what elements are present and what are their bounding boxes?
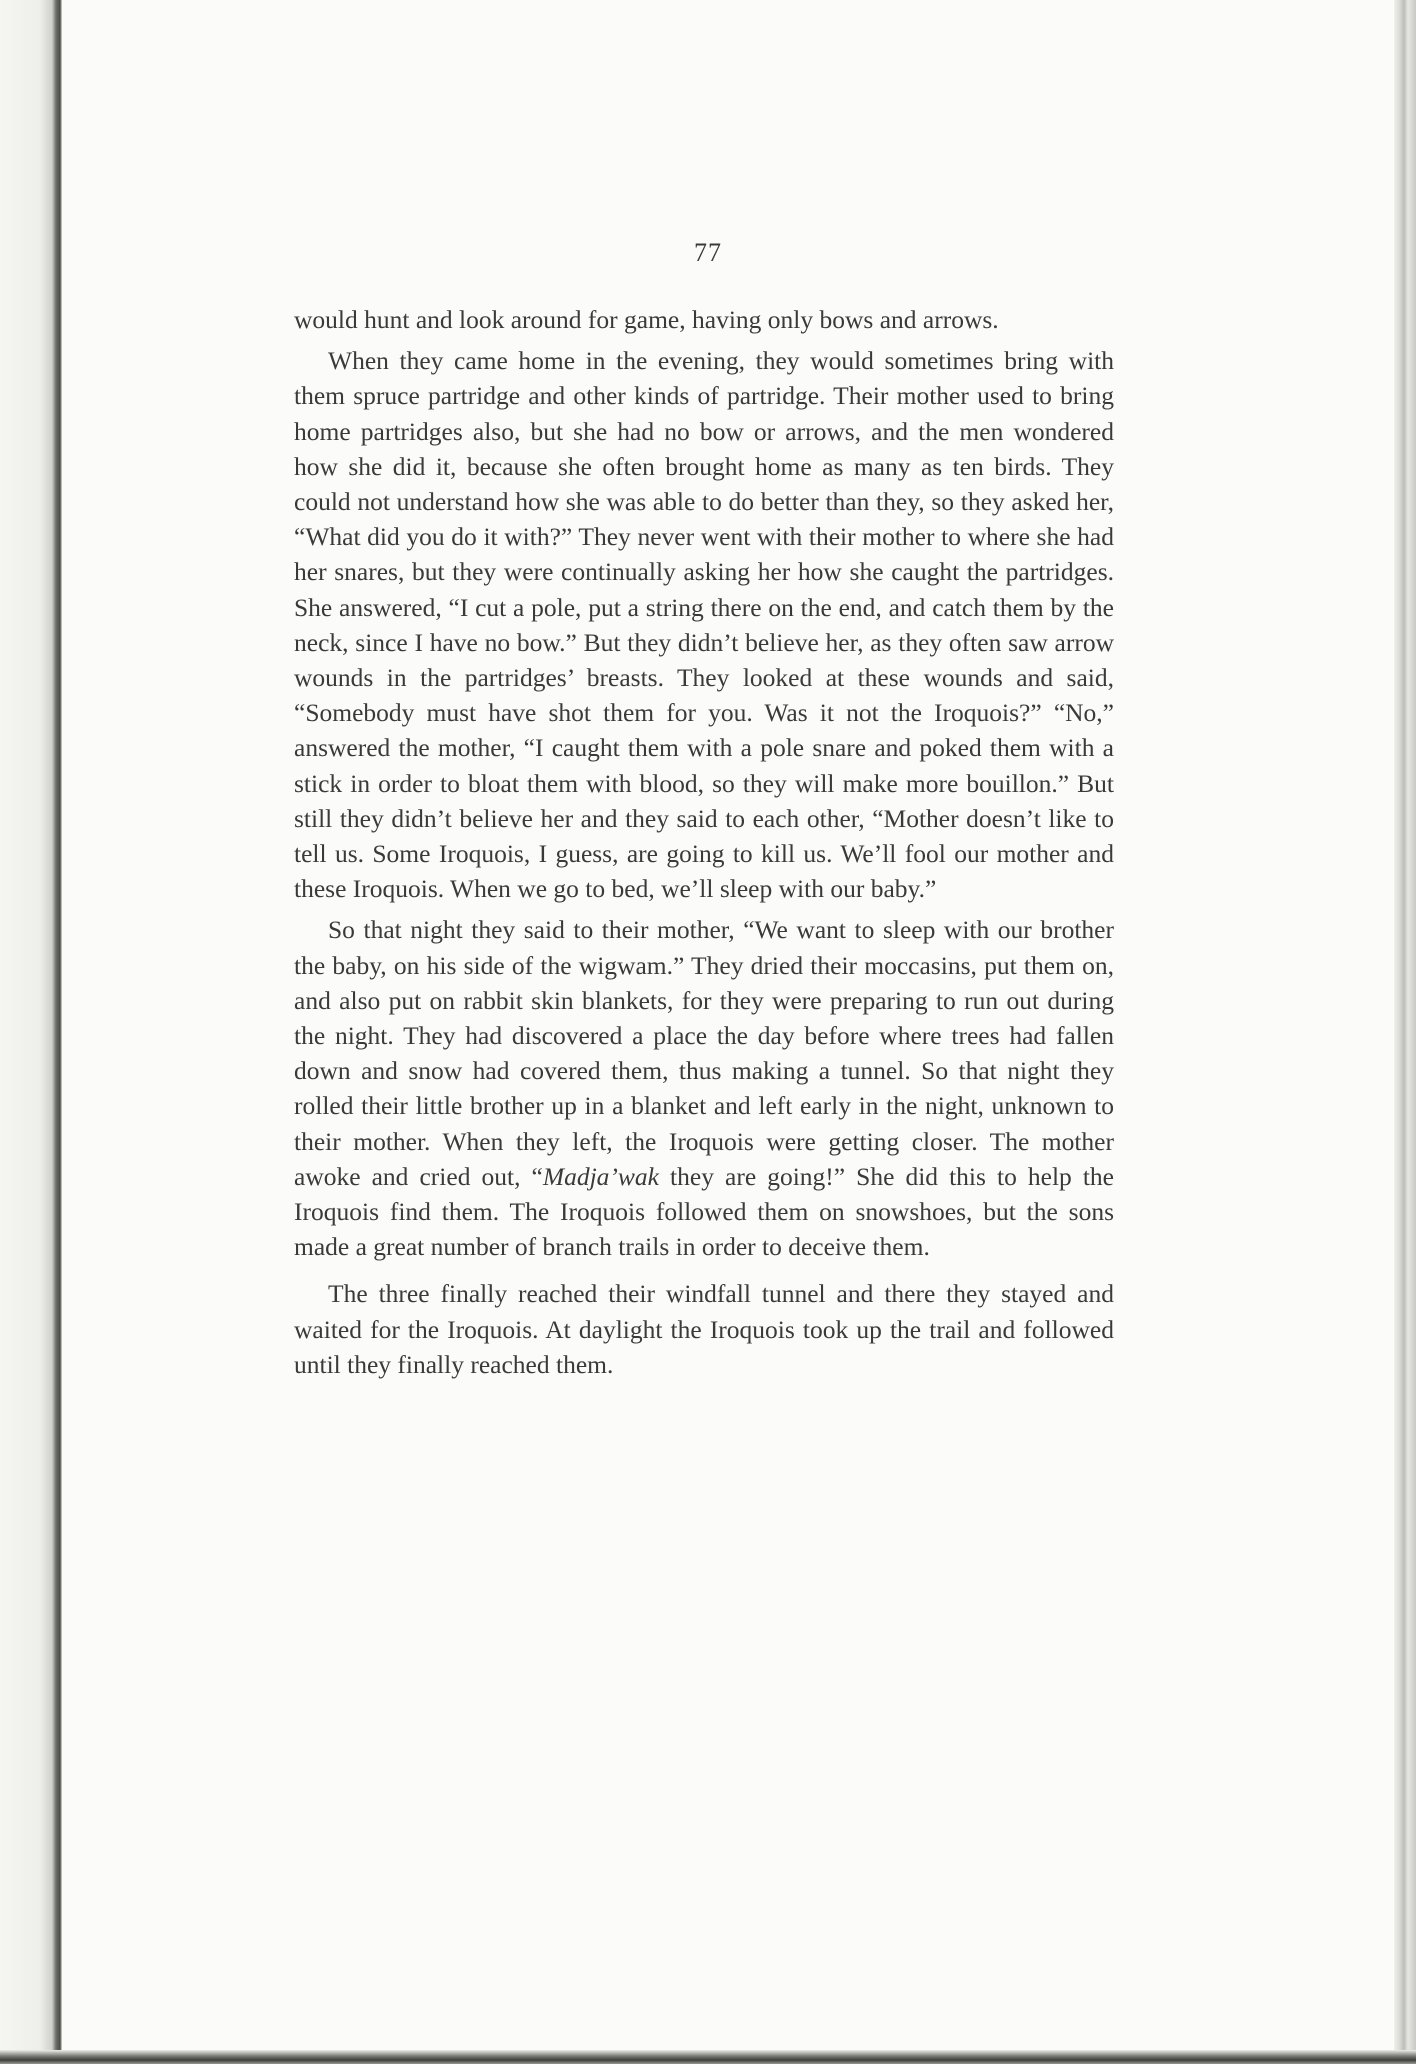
bottom-page-edge: [0, 2050, 1416, 2064]
paragraph-4: The three finally reached their windfall tunnel and there they stayed and waited for the Iroquois. At daylight the Iroquois took up the trail and followed until they finally reached them.: [294, 1279, 1114, 1379]
paragraph-3-before: So that night they said to their mother, “We want to sleep with our brother the baby, on his side of the wigwam.” They dried their moccasins, put them on, and also put on rabbit skin blankets, for they were preparing to run out during the night. They had discovered a place the day before where trees had fallen down and snow had covered them, thus making a tunnel. So that night they rolled their little brother up in a blanket and left early in the night, unknown to their mother. When they left, the Iroquois were getting closer. The mother awoke and cried out, “: [294, 915, 1114, 1191]
paragraph-1: would hunt and look around for game, having only bows and arrows.: [294, 305, 999, 334]
body-text: [294, 302, 1114, 1382]
page-number: 77: [694, 238, 722, 267]
paragraph-3: [294, 912, 1114, 1264]
left-binding-edge: [0, 0, 62, 2064]
paragraph-2: When they came home in the evening, they would sometimes bring with them spruce partridge and other kinds of partridge. Their mother used to bring home partridges also, but she had no bow or arrows, and the men wondered how she did it, because she often brought home as many as ten birds. They could not understand how she was able to do better than they, so they asked her, “What did you do it with?” They never went with their mother to where she had her snares, but they were continually asking her how she caught the partridges. She answered, “I cut a pole, put a string there on the end, and catch them by the neck, since I have no bow.” But they didn’t believe her, as they often saw arrow wounds in the partridges’ breasts. They looked at these wounds and said, “Somebody must have shot them for you. Was it not the Iroquois?” “No,” answered the mother, “I caught them with a pole snare and poked them with a stick in order to bloat them with blood, so they will make more bouillon.” But still they didn’t believe her and they said to each other, “Mother doesn’t like to tell us. Some Iroquois, I guess, are going to kill us. We’ll fool our mother and these Iroquois. When we go to bed, we’ll sleep with our baby.”: [294, 346, 1114, 904]
right-page-edge: [1394, 0, 1416, 2064]
paragraph-3-after: they are going!” She did this to help the Iroquois find them. The Iroquois followed them on snowshoes, but the sons made a great number of branch trails in order to deceive them.: [294, 1161, 1114, 1262]
paragraph-3-italic: Madja’wak: [542, 1161, 659, 1191]
